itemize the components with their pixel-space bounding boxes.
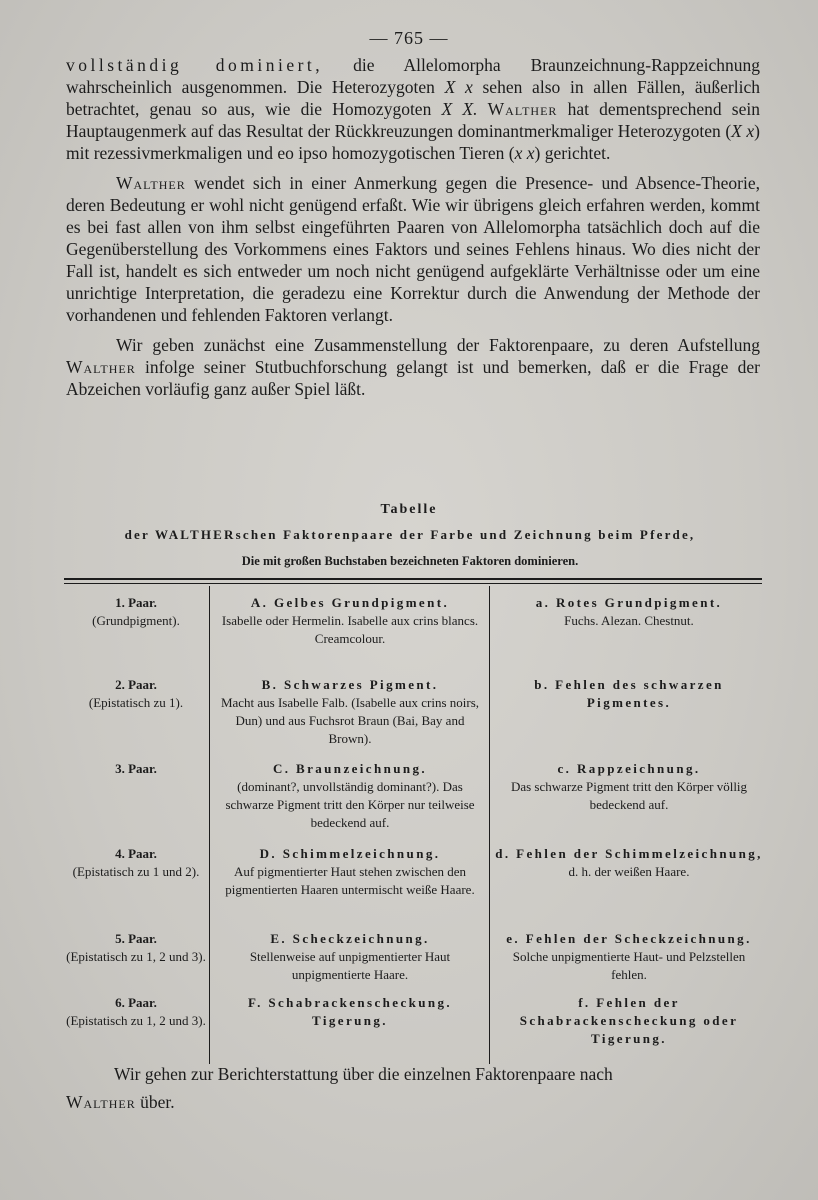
text-run: wendet sich in einer Anmerkung gegen die Presence- und Absence-Theorie, deren Bedeutung er wohl nicht genügend erfaßt. Wie wir übrigens gleich erfahren werden, kommt es bei fast allen von ihm selbst eingeführten Paaren von Allelomorpha tatsächlich doch auf die Gegenüberstellung des Vorkommens eines Faktors und seines Fehlens hinaus. Wo dies nicht der Fall ist, handelt es sich entweder um noch nicht genügend aufgeklärte Verhältnisse oder um eine unrichtige Interpretation, die geradezu eine Korrektur durch die Anwendung der Methode der vorhandenen und fehlenden Faktoren verlangt. (66, 173, 760, 325)
table-cell-dominant: B. Schwarzes Pigment. Macht aus Isabelle Falb. (Isabelle aux crins noirs, Dun) und aus Fuchsrot Braun (Bai, Bay and Brown). (220, 677, 480, 746)
table-cell-recessive: a. Rotes Grundpigment. Fuchs. Alezan. Chestnut. (535, 595, 723, 628)
text-run (477, 99, 487, 119)
text-run: X x (444, 77, 473, 97)
table-cell-dominant: C. Braunzeichnung. (dominant?, unvollständig dominant?). Das schwarze Pigment tritt den Körper nur teilweise bedeckend auf. (225, 761, 475, 830)
text-run: x x (514, 143, 535, 163)
table-cell-pair: 5. Paar. (Epistatisch zu 1, 2 und 3). (66, 931, 206, 964)
table-title: Tabelle (380, 502, 438, 517)
table-cell-pair: 6. Paar. (Epistatisch zu 1, 2 und 3). (66, 995, 206, 1028)
body-text (66, 54, 760, 400)
table-cell-dominant: A. Gelbes Grundpigment. Isabelle oder Hermelin. Isabelle aux crins blancs. Creamcolour. (221, 595, 479, 646)
text-run: Walther (487, 99, 558, 119)
text-run: infolge seiner Stutbuchforschung gelangt ist und bemerken, daß er die Frage der Abzeichen vorläufig ganz außer Spiel läßt. (66, 357, 760, 399)
paragraph-2 (66, 172, 760, 326)
table-cell-dominant: F. Schabrackenscheckung. Tigerung. (247, 995, 453, 1028)
table-column-divider (209, 586, 210, 1064)
table-note: Die mit großen Buchstaben bezeichneten Faktoren dominieren. (241, 554, 579, 568)
text-run: sehen also in allen Fällen, äußerlich betrachtet, genau so aus, wie die Homozygoten (66, 77, 760, 119)
table-cell-recessive: d. Fehlen der Schimmelzeichnung, d. h. der weißen Haare. (495, 846, 763, 879)
table-top-rule-thin (64, 583, 762, 584)
table-cell-recessive: c. Rappzeichnung. Das schwarze Pigment tritt den Körper völlig bedeckend auf. (510, 761, 748, 812)
table-cell-pair: 4. Paar. (Epistatisch zu 1 und 2). (72, 846, 200, 879)
table-cell-pair: 1. Paar. (Grundpigment). (92, 595, 180, 628)
table-top-rule (64, 578, 762, 580)
text-run: X x (731, 121, 755, 141)
closing-paragraph: Wir gehen zur Berichterstattung über die einzelnen Faktorenpaare nach Walther über. (66, 1064, 613, 1112)
text-run: Wir geben zunächst eine Zusammenstellung der Faktorenpaare, zu deren Aufstellung (116, 335, 760, 355)
text-run: Walther (116, 173, 186, 193)
paragraph-1 (66, 54, 760, 164)
table-cell-pair: 3. Paar. (115, 761, 157, 776)
page-number: — 765 — (369, 28, 449, 48)
text-run: Walther (66, 357, 136, 377)
text-run: hat dementsprechend sein Hauptaugenmerk auf das Resultat der Rückkreuzungen dominantmerkmaliger Heterozygoten ( (66, 99, 760, 141)
table-subtitle: der WALTHERschen Faktorenpaare der Farbe und Zeichnung beim Pferde, (124, 527, 696, 542)
paragraph-3 (66, 334, 760, 400)
text-run: X X. (441, 99, 478, 119)
table-cell-dominant: E. Scheckzeichnung. Stellenweise auf unpigmentierter Haut unpigmentierte Haare. (249, 931, 451, 982)
table-cell-pair: 2. Paar. (Epistatisch zu 1). (88, 677, 184, 710)
text-run: die Allelomorpha Braunzeichnung-Rappzeichnung wahrscheinlich ausgenommen. Die Heterozygoten (66, 55, 760, 97)
table-column-divider (489, 586, 490, 1064)
table-cell-recessive: f. Fehlen der Schabrackenscheckung oder Tigerung. (519, 995, 739, 1046)
table-cell-recessive: e. Fehlen der Scheckzeichnung. Solche unpigmentierte Haut- und Pelzstellen fehlen. (506, 931, 752, 982)
text-run: vollständig dominiert, (66, 55, 324, 75)
table-cell-recessive: b. Fehlen des schwarzen Pigmentes. (534, 677, 724, 710)
text-run: ) gerichtet. (534, 143, 611, 163)
table-cell-dominant: D. Schimmelzeichnung. Auf pigmentierter Haut stehen zwischen den pigmentierten Haaren untermischt weiße Haare. (225, 846, 475, 897)
text-run: ) mit rezessivmerkmaligen und eo ipso homozygotischen Tieren ( (66, 121, 760, 163)
